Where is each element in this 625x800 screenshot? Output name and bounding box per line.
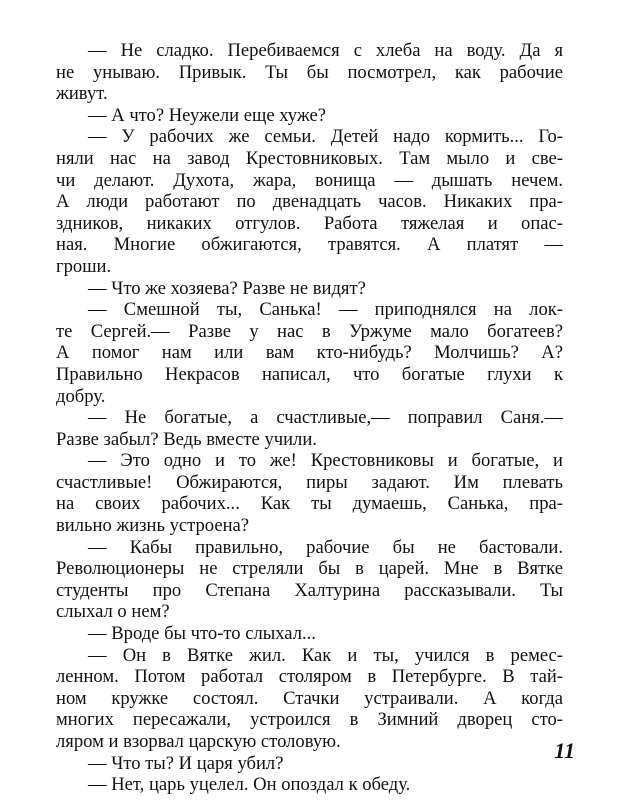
text-line: Разве забыл? Ведь вместе учили.	[56, 428, 317, 450]
text-line: — У рабочих же семьи. Детей надо кормить... Го-	[88, 126, 563, 148]
text-line: Правильно Некрасов написал, что богатые глухи к	[56, 363, 563, 385]
text-line: ном кружке состоял. Стачки устраивали. А когда	[56, 687, 563, 709]
text-line: А люди работают по двенадцать часов. Никаких пра-	[56, 191, 563, 213]
text-line: — А что? Неужели еще хуже?	[88, 104, 326, 126]
text-line: чи делают. Духота, жара, вонища — дышать нечем.	[56, 169, 563, 191]
text-line: гроши.	[56, 255, 112, 277]
text-line: добру.	[56, 385, 106, 407]
text-line: — Не богатые, а счастливые,— поправил Саня.—	[88, 407, 563, 429]
text-line: — Смешной ты, Санька! — приподнялся на лок-	[88, 299, 563, 321]
text-line: — Что ты? И царя убил?	[88, 752, 284, 774]
text-line: живут.	[56, 83, 108, 105]
text-line: — Нет, царь уцелел. Он опоздал к обеду.	[88, 774, 411, 796]
text-line: няли нас на завод Крестовниковых. Там мыло и све-	[56, 147, 563, 169]
text-line: А помог нам или вам кто-нибудь? Молчишь? А?	[56, 342, 563, 364]
text-line: Революционеры не стреляли бы в царей. Мне в Вятке	[56, 558, 563, 580]
page-number: 11	[554, 738, 575, 763]
text-line: ляром и взорвал царскую столовую.	[56, 731, 341, 752]
text-line: слыхал о нем?	[56, 601, 170, 623]
text-line: многих пересажали, устроился в Зимний дворец сто-	[56, 709, 563, 731]
text-line: — Это одно и то же! Крестовниковы и богатые, и	[88, 450, 563, 472]
text-line: ленном. Потом работал столяром в Петербурге. В тай-	[56, 666, 563, 688]
text-line: вильно жизнь устроена?	[56, 515, 250, 537]
text-line: ная. Многие обжигаются, травятся. А платят —	[56, 234, 563, 256]
text-line: — Что же хозяева? Разве не видят?	[88, 277, 366, 299]
text-line: счастливые! Обжираются, пиры задают. Им плевать	[56, 471, 563, 493]
text-line: — Он в Вятке жил. Как и ты, учился в ремес-	[88, 644, 563, 666]
text-line: не унываю. Привык. Ты бы посмотрел, как рабочие	[56, 61, 563, 83]
text-line: — Кабы правильно, рабочие бы не бастовали.	[88, 536, 563, 558]
text-line: на своих рабочих... Как ты думаешь, Санька, пра-	[56, 493, 563, 515]
page-text	[56, 40, 563, 796]
text-line: те Сергей.— Разве у нас в Уржуме мало богатеев?	[56, 320, 563, 342]
text-line: студенты про Степана Халтурина рассказывали. Ты	[56, 579, 563, 601]
text-line: — Не сладко. Перебиваемся с хлеба на воду. Да я	[88, 40, 563, 61]
text-line: — Вроде бы что-то слыхал...	[88, 623, 316, 645]
text-line: здников, никаких отгулов. Работа тяжелая и опас-	[56, 212, 563, 234]
